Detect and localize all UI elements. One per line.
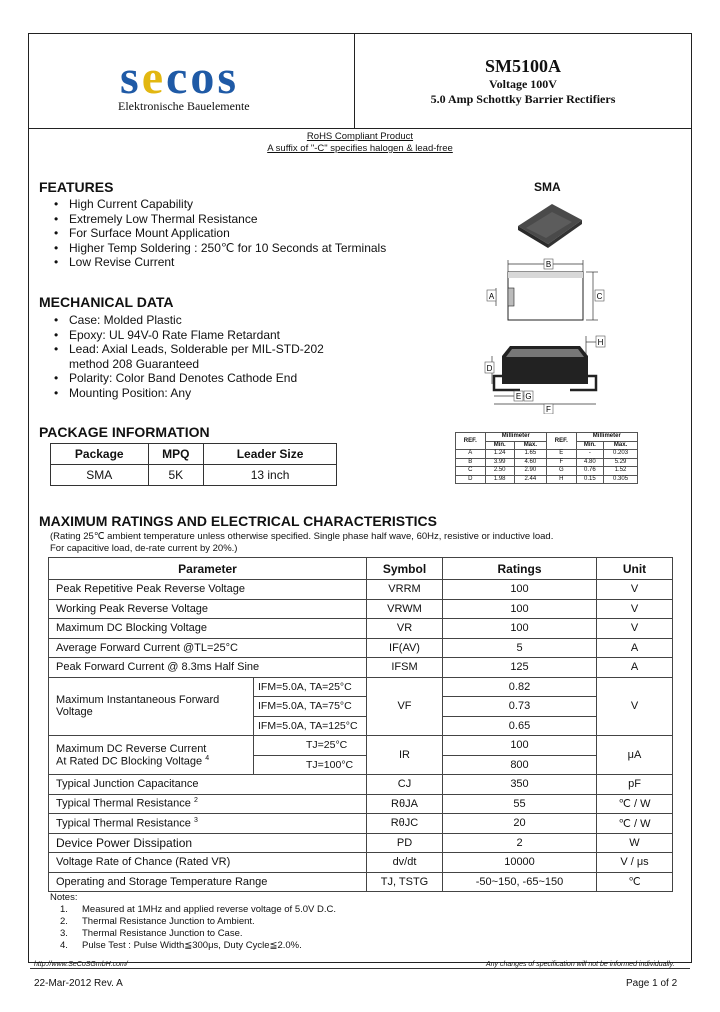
col-symbol: Symbol: [367, 558, 443, 580]
symbol-cell: dv/dt: [367, 853, 443, 873]
dim-letter-e: E: [515, 392, 522, 401]
value-cell: 350: [443, 775, 597, 795]
table-row: [49, 736, 673, 756]
list-item-continued-text: method 208 Guaranteed: [69, 356, 200, 371]
max-header: Max.: [604, 441, 638, 450]
table-cell: F: [546, 458, 576, 467]
table-row: [49, 638, 673, 658]
table-cell: 0.203: [604, 450, 638, 459]
table-cell: 2.90: [514, 467, 546, 476]
table-cell: C: [456, 467, 486, 476]
param-cell: Operating and Storage Temperature Range: [49, 872, 367, 892]
table-cell: H: [546, 475, 576, 484]
ratings-note-1: (Rating 25℃ ambient temperature unless otherwise specified. Single phase half wave, 60Hz, resistive or inductive load.: [50, 531, 554, 542]
param-cell: Device Power Dissipation: [49, 833, 367, 853]
company-logo: secos: [120, 51, 239, 104]
symbol-cell: IR: [367, 736, 443, 775]
value-cell: 0.82: [443, 677, 597, 697]
dim-letter-a: A: [488, 292, 495, 301]
package-table: [50, 443, 337, 486]
symbol-cell: IFSM: [367, 658, 443, 678]
col-unit: Unit: [597, 558, 673, 580]
note-number: 2.: [60, 916, 68, 927]
note-item: [50, 940, 450, 952]
features-list: [50, 197, 386, 270]
unit-cell: A: [597, 638, 673, 658]
list-item: • Polarity: Color Band Denotes Cathode End: [50, 371, 324, 386]
package-3d-view: [512, 198, 588, 250]
table-cell: 0.15: [576, 475, 603, 484]
footer-divider: [30, 968, 690, 969]
dim-letter-f: F: [546, 405, 551, 414]
value-cell: 20: [443, 814, 597, 834]
table-row: [51, 465, 337, 486]
list-item: • Case: Molded Plastic: [50, 313, 324, 328]
ref-header: REF.: [456, 433, 486, 450]
symbol-cell: PD: [367, 833, 443, 853]
table-cell: 1.65: [514, 450, 546, 459]
rohs-line1: RoHS Compliant Product: [306, 131, 414, 142]
ref-header: REF.: [546, 433, 576, 450]
voltage-rating: Voltage 100V: [489, 77, 557, 91]
table-row: [49, 833, 673, 853]
list-item: • Extremely Low Thermal Resistance: [50, 212, 386, 227]
table-row: [49, 853, 673, 873]
param-cell: Peak Forward Current @ 8.3ms Half Sine: [49, 658, 367, 678]
param-cell: Maximum DC Blocking Voltage: [49, 619, 367, 639]
value-cell: 0.73: [443, 697, 597, 717]
part-number: SM5100A: [485, 56, 561, 76]
note-number: 1.: [60, 904, 68, 915]
table-row: [49, 794, 673, 814]
table-row: [49, 814, 673, 834]
disclaimer: Any changes of specification will not be informed individually.: [486, 961, 675, 968]
value-cell: 800: [443, 755, 597, 775]
unit-header: Millimeter: [485, 433, 546, 442]
list-item-continued: [50, 357, 324, 372]
company-name: Elektronische Bauelemente: [118, 99, 250, 113]
condition-cell: IFM=5.0A, TA=125°C: [254, 716, 367, 736]
param-cell: [49, 677, 254, 736]
mechanical-heading: MECHANICAL DATA: [39, 294, 174, 310]
package-side-view: [480, 334, 614, 414]
param-text: Typical Junction Capacitance: [56, 778, 199, 791]
dim-letter-h: H: [597, 338, 604, 347]
note-text: Thermal Resistance Junction to Case.: [82, 928, 243, 939]
unit-header: Millimeter: [576, 433, 637, 442]
package-top-view: [478, 256, 612, 328]
table-cell: 1.98: [485, 475, 514, 484]
ratings-note-2: For capacitive load, de-rate current by 20%.): [50, 542, 238, 554]
title-block: [355, 55, 691, 107]
value-cell: 10000: [443, 853, 597, 873]
symbol-cell: RθJC: [367, 814, 443, 834]
table-cell: 1.24: [485, 450, 514, 459]
symbol-cell: RθJA: [367, 794, 443, 814]
rohs-line2: A suffix of "-C" specifies halogen & lead-free: [267, 143, 453, 154]
table-cell: 4.80: [576, 458, 603, 467]
unit-cell: ℃ / W: [597, 794, 673, 814]
symbol-cell: TJ, TSTG: [367, 872, 443, 892]
table-cell: G: [546, 467, 576, 476]
table-row: [49, 658, 673, 678]
note-number: 3.: [60, 928, 68, 939]
dim-letter-c: C: [596, 292, 603, 301]
table-row: [456, 467, 638, 476]
list-item: • For Surface Mount Application: [50, 226, 386, 241]
param-line: Maximum Instantaneous Forward: [56, 694, 220, 707]
param-line: Voltage: [56, 706, 93, 719]
dimension-table: [455, 432, 638, 484]
table-cell: D: [456, 475, 486, 484]
list-item: • High Current Capability: [50, 197, 386, 212]
value-cell: 55: [443, 794, 597, 814]
value-cell: 100: [443, 619, 597, 639]
unit-cell: A: [597, 658, 673, 678]
product-description: 5.0 Amp Schottky Barrier Rectifiers: [430, 92, 616, 106]
table-cell: 2.44: [514, 475, 546, 484]
note-text: Thermal Resistance Junction to Ambient.: [82, 916, 255, 927]
page-number: Page 1 of 2: [626, 978, 678, 989]
unit-cell: ℃: [597, 872, 673, 892]
list-item: • Epoxy: UL 94V-0 Rate Flame Retardant: [50, 328, 324, 343]
param-line: Maximum DC Reverse Current: [56, 742, 207, 755]
table-row: [49, 619, 673, 639]
revision-date: 22-Mar-2012 Rev. A: [34, 978, 123, 989]
table-row: [49, 677, 673, 697]
table-row: [49, 872, 673, 892]
param-cell: Working Peak Reverse Voltage: [49, 599, 367, 619]
table-cell: B: [456, 458, 486, 467]
unit-cell: V: [597, 619, 673, 639]
note-text: Measured at 1MHz and applied reverse voltage of 5.0V D.C.: [82, 904, 336, 915]
table-cell: 0.305: [604, 475, 638, 484]
note-ref: 2: [193, 797, 198, 805]
value-cell: 100: [443, 599, 597, 619]
value-cell: 125: [443, 658, 597, 678]
symbol-cell: IF(AV): [367, 638, 443, 658]
param-cell: Average Forward Current @TL=25°C: [49, 638, 367, 658]
table-row: [49, 775, 673, 795]
col-leader-size: Leader Size: [204, 444, 337, 465]
table-row: [456, 475, 638, 484]
table-row: [456, 450, 638, 459]
param-text: Typical Thermal Resistance: [56, 798, 191, 811]
leader-size-value: 13 inch: [204, 465, 337, 486]
col-parameter: Parameter: [49, 558, 367, 580]
note-item: [50, 916, 450, 928]
unit-cell: W: [597, 833, 673, 853]
package-value: SMA: [51, 465, 149, 486]
symbol-cell: VRRM: [367, 580, 443, 600]
param-cell: [49, 775, 367, 795]
col-mpq: MPQ: [148, 444, 204, 465]
param-text: Typical Thermal Resistance: [56, 817, 191, 830]
max-header: Max.: [514, 441, 546, 450]
list-item: • Lead: Axial Leads, Solderable per MIL-STD-202: [50, 342, 324, 357]
mechanical-list: [50, 313, 324, 401]
symbol-cell: VRWM: [367, 599, 443, 619]
condition-cell: IFM=5.0A, TA=75°C: [254, 697, 367, 717]
col-package: Package: [51, 444, 149, 465]
dim-letter-d: D: [486, 364, 493, 373]
note-ref: 4: [205, 754, 210, 762]
ratings-conditions: [50, 531, 553, 554]
table-row: [49, 580, 673, 600]
value-cell: 0.65: [443, 716, 597, 736]
min-header: Min.: [576, 441, 603, 450]
value-cell: 100: [443, 580, 597, 600]
list-item: • Mounting Position: Any: [50, 386, 324, 401]
note-item: [50, 928, 450, 940]
rohs-notice: [28, 131, 692, 155]
condition-cell: IFM=5.0A, TA=25°C: [254, 677, 367, 697]
table-cell: 4.60: [514, 458, 546, 467]
note-number: 4.: [60, 940, 68, 951]
ratings-table: [48, 557, 673, 892]
symbol-cell: VR: [367, 619, 443, 639]
unit-cell: ℃ / W: [597, 814, 673, 834]
value-cell: -50~150, -65~150: [443, 872, 597, 892]
value-cell: 5: [443, 638, 597, 658]
table-row: [456, 458, 638, 467]
unit-cell: V / μs: [597, 853, 673, 873]
param-cell: [49, 794, 367, 814]
note-item: [50, 904, 450, 916]
mpq-value: 5K: [148, 465, 204, 486]
symbol-cell: CJ: [367, 775, 443, 795]
table-row: [49, 599, 673, 619]
list-item: • Low Revise Current: [50, 255, 386, 270]
table-header-row: [456, 433, 638, 442]
unit-cell: pF: [597, 775, 673, 795]
min-header: Min.: [485, 441, 514, 450]
param-cell: Voltage Rate of Chance (Rated VR): [49, 853, 367, 873]
list-item: • Higher Temp Soldering : 250℃ for 10 Seconds at Terminals: [50, 241, 386, 256]
package-heading: PACKAGE INFORMATION: [39, 424, 210, 440]
symbol-cell: VF: [367, 677, 443, 736]
table-cell: 1.52: [604, 467, 638, 476]
unit-cell: V: [597, 677, 673, 736]
value-cell: 100: [443, 736, 597, 756]
condition-cell: TJ=100°C: [254, 755, 367, 775]
table-cell: 0.76: [576, 467, 603, 476]
unit-cell: V: [597, 580, 673, 600]
unit-cell: V: [597, 599, 673, 619]
website-link[interactable]: http://www.SeCoSGmbH.com/: [34, 961, 128, 968]
table-cell: 2.50: [485, 467, 514, 476]
notes-title: Notes:: [50, 892, 78, 903]
table-cell: -: [576, 450, 603, 459]
col-ratings: Ratings: [443, 558, 597, 580]
features-heading: FEATURES: [39, 179, 114, 195]
note-text: Pulse Test : Pulse Width≦300μs, Duty Cycle≦2.0%.: [82, 940, 302, 951]
table-header-row: [51, 444, 337, 465]
param-line: At Rated DC Blocking Voltage: [56, 755, 203, 768]
unit-cell: μA: [597, 736, 673, 775]
note-ref: 3: [193, 816, 198, 824]
dim-letter-b: B: [545, 260, 552, 269]
param-cell: Peak Repetitive Peak Reverse Voltage: [49, 580, 367, 600]
condition-cell: TJ=25°C: [254, 736, 367, 756]
table-cell: 3.99: [485, 458, 514, 467]
ratings-heading: MAXIMUM RATINGS AND ELECTRICAL CHARACTERISTICS: [39, 513, 437, 529]
table-cell: E: [546, 450, 576, 459]
table-cell: 5.29: [604, 458, 638, 467]
table-cell: A: [456, 450, 486, 459]
param-cell: [49, 736, 254, 775]
param-cell: [49, 814, 367, 834]
value-cell: 2: [443, 833, 597, 853]
dim-letter-g: G: [525, 392, 532, 401]
drawing-label: SMA: [534, 180, 561, 194]
table-header-row: [49, 558, 673, 580]
